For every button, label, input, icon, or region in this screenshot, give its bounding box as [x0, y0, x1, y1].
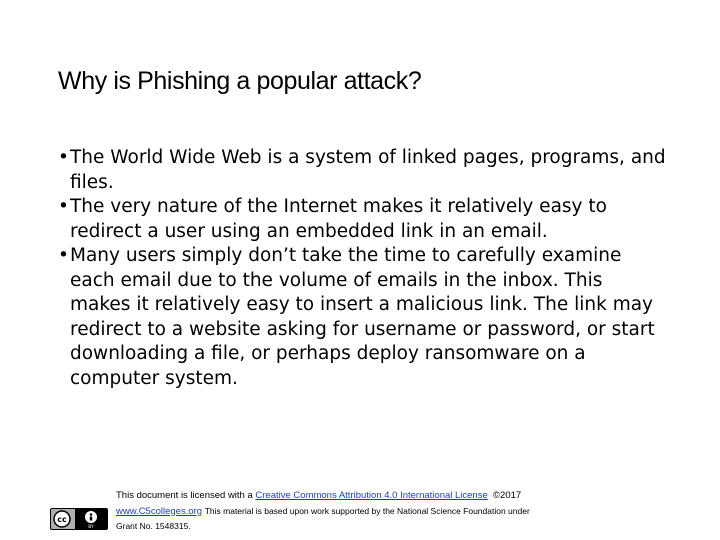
support-text: This material is based upon work supported by the National Science Foundation under [204, 505, 530, 516]
support-line [116, 504, 666, 520]
slide-title: Why is Phishing a popular attack? [58, 67, 422, 95]
bullet-text: The very nature of the Internet makes it relatively easy to redirect a user using an embedded link in an email. [70, 196, 607, 242]
grant-text: Grant No. 1548315. [116, 521, 191, 531]
bullet-marker: • [58, 147, 69, 168]
bullet-item [58, 146, 668, 195]
bullet-text: The World Wide Web is a system of linked pages, programs, and files. [70, 147, 666, 193]
bullet-marker: • [58, 245, 69, 266]
site-link[interactable]: www.C5colleges.org [116, 505, 203, 517]
license-line [116, 488, 666, 504]
badge-label: BY [88, 525, 94, 529]
bullet-list [58, 146, 668, 391]
license-link[interactable]: Creative Commons Attribution 4.0 International License [255, 490, 488, 501]
footer-text [116, 488, 666, 535]
bullet-marker: • [58, 196, 69, 217]
license-prefix: This document is licensed with a [116, 490, 256, 501]
bullet-item [58, 244, 668, 391]
bullet-item [58, 195, 668, 244]
svg-text:cc: cc [57, 515, 67, 524]
license-footer [50, 488, 670, 536]
copyright-text: ©2017 [493, 490, 522, 501]
bullet-text: Many users simply don’t take the time to carefully examine each email due to the volume of emails in the inbox. This makes it relatively easy to insert a malicious link. The link may redirect to a website asking for username or password, or start downloading a file, or perhaps deploy ransomware on a computer system. [70, 245, 655, 389]
cc-by-license-icon[interactable] [50, 508, 108, 530]
